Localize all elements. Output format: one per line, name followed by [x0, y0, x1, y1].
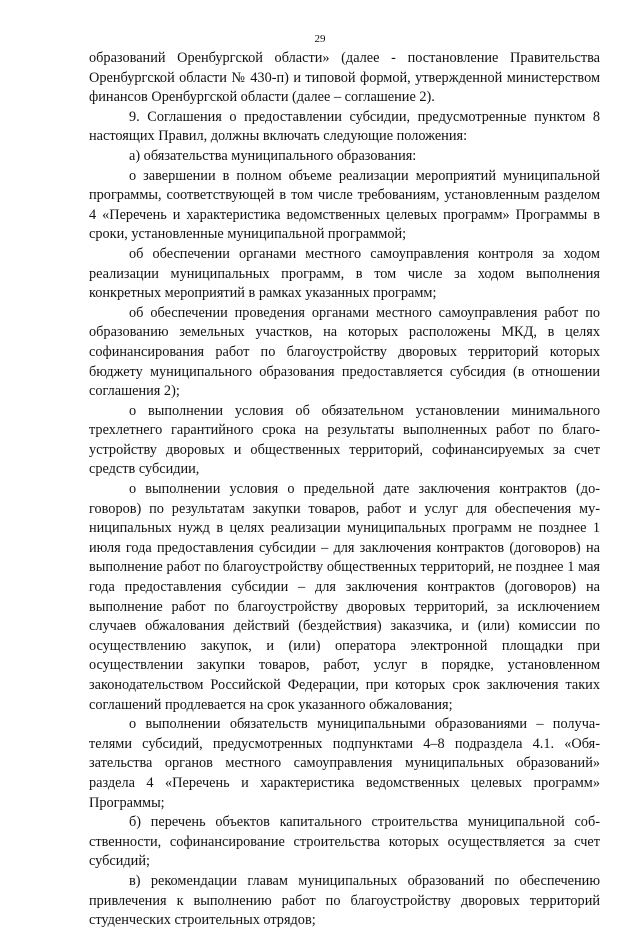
paragraph-obligation-contract-deadline: о выполнении условия о предельной дате заключения контрактов (договоров) по результатам закупки товаров, работ и услуг для обеспечения муниципальных нужд в целях реализации муниципальных программ не позднее 1 июля года предоставления субсидии – для заключения контрактов (договоров) на выполнение работ по благоустройству общественных территорий, не позднее 1 мая года предоставления субсидии – для заключения контрактов (договоров) на выполнение работ по благоустройству дворовых территорий, за исключением случаев обжалования действий (бездействия) заказчика, и (или) комиссии по осуществлению закупок, и (или) оператора электронной площадки при осуществлении закупки товаров, работ, услуг в порядке, установленном законодательством Российской Федерации, при которых срок заключения таких соглашений продлевается на срок указанного обжалования; — [89, 481, 600, 713]
page-number: 29 — [314, 33, 326, 45]
paragraph-item-b: б) перечень объектов капитального строительства муниципальной собственности, софинансирование строительства которых осуществляется за счет субсидий; — [89, 814, 600, 870]
paragraph-obligation-control: об обеспечении органами местного самоуправления контроля за ходом реализации муниципальных программ, в том числе за ходом выполнения конкретных мероприятий в рамках указанных программ; — [89, 245, 600, 302]
paragraph-obligation-completion: о завершении в полном объеме реализации мероприятий муниципальной программы, соответствующей в том числе требованиям, установленным разделом 4 «Перечень и характеристика ведомственных целевых программ» Программы в сроки, установленные муниципальной программой; — [89, 167, 600, 243]
paragraph-clause-9: 9. Соглашения о предоставлении субсидии, предусмотренные пунктом 8 настоящих Правил, должны включать следующие положения: — [89, 108, 600, 145]
paragraph-item-a: а) обязательства муниципального образования: — [129, 147, 417, 164]
paragraph-obligation-land-plots: об обеспечении проведения органами местного самоуправления работ по образованию земельных участков, на которых расположены МКД, в целях софинансирования работ по благоустройству дворовых территорий которых бюджету муниципального образования предоставляется субсидия (в отношении соглашения 2); — [89, 304, 600, 400]
paragraph-item-v: в) рекомендации главам муниципальных образований по обеспечению привлечения к выполнению работ по благоустройству дворовых территорий студенческих строительных отрядов; — [89, 872, 600, 929]
paragraph-obligation-recipients: о выполнении обязательств муниципальными образованиями – получателями субсидий, предусмотренных подпунктами 4–8 подраздела 4.1. «Обязательства органов местного самоуправления муниципальных образований» раздела 4 «Перечень и характеристика ведомственных целевых программ» Программы; — [89, 716, 600, 811]
document-body — [89, 49, 600, 931]
paragraph-continuation: образований Оренбургской области» (далее - постановление Правительства Оренбургской области № 430-п) и типовой формой, утвержденной министерством финансов Оренбургской области (далее – соглашение 2). — [89, 50, 600, 106]
paragraph-obligation-warranty: о выполнении условия об обязательном установлении минимального трехлетнего гарантийного срока на результаты выполненных работ по благоустройству дворовых и общественных территорий, софинансируемых за счет средств субсидии, — [89, 402, 600, 478]
